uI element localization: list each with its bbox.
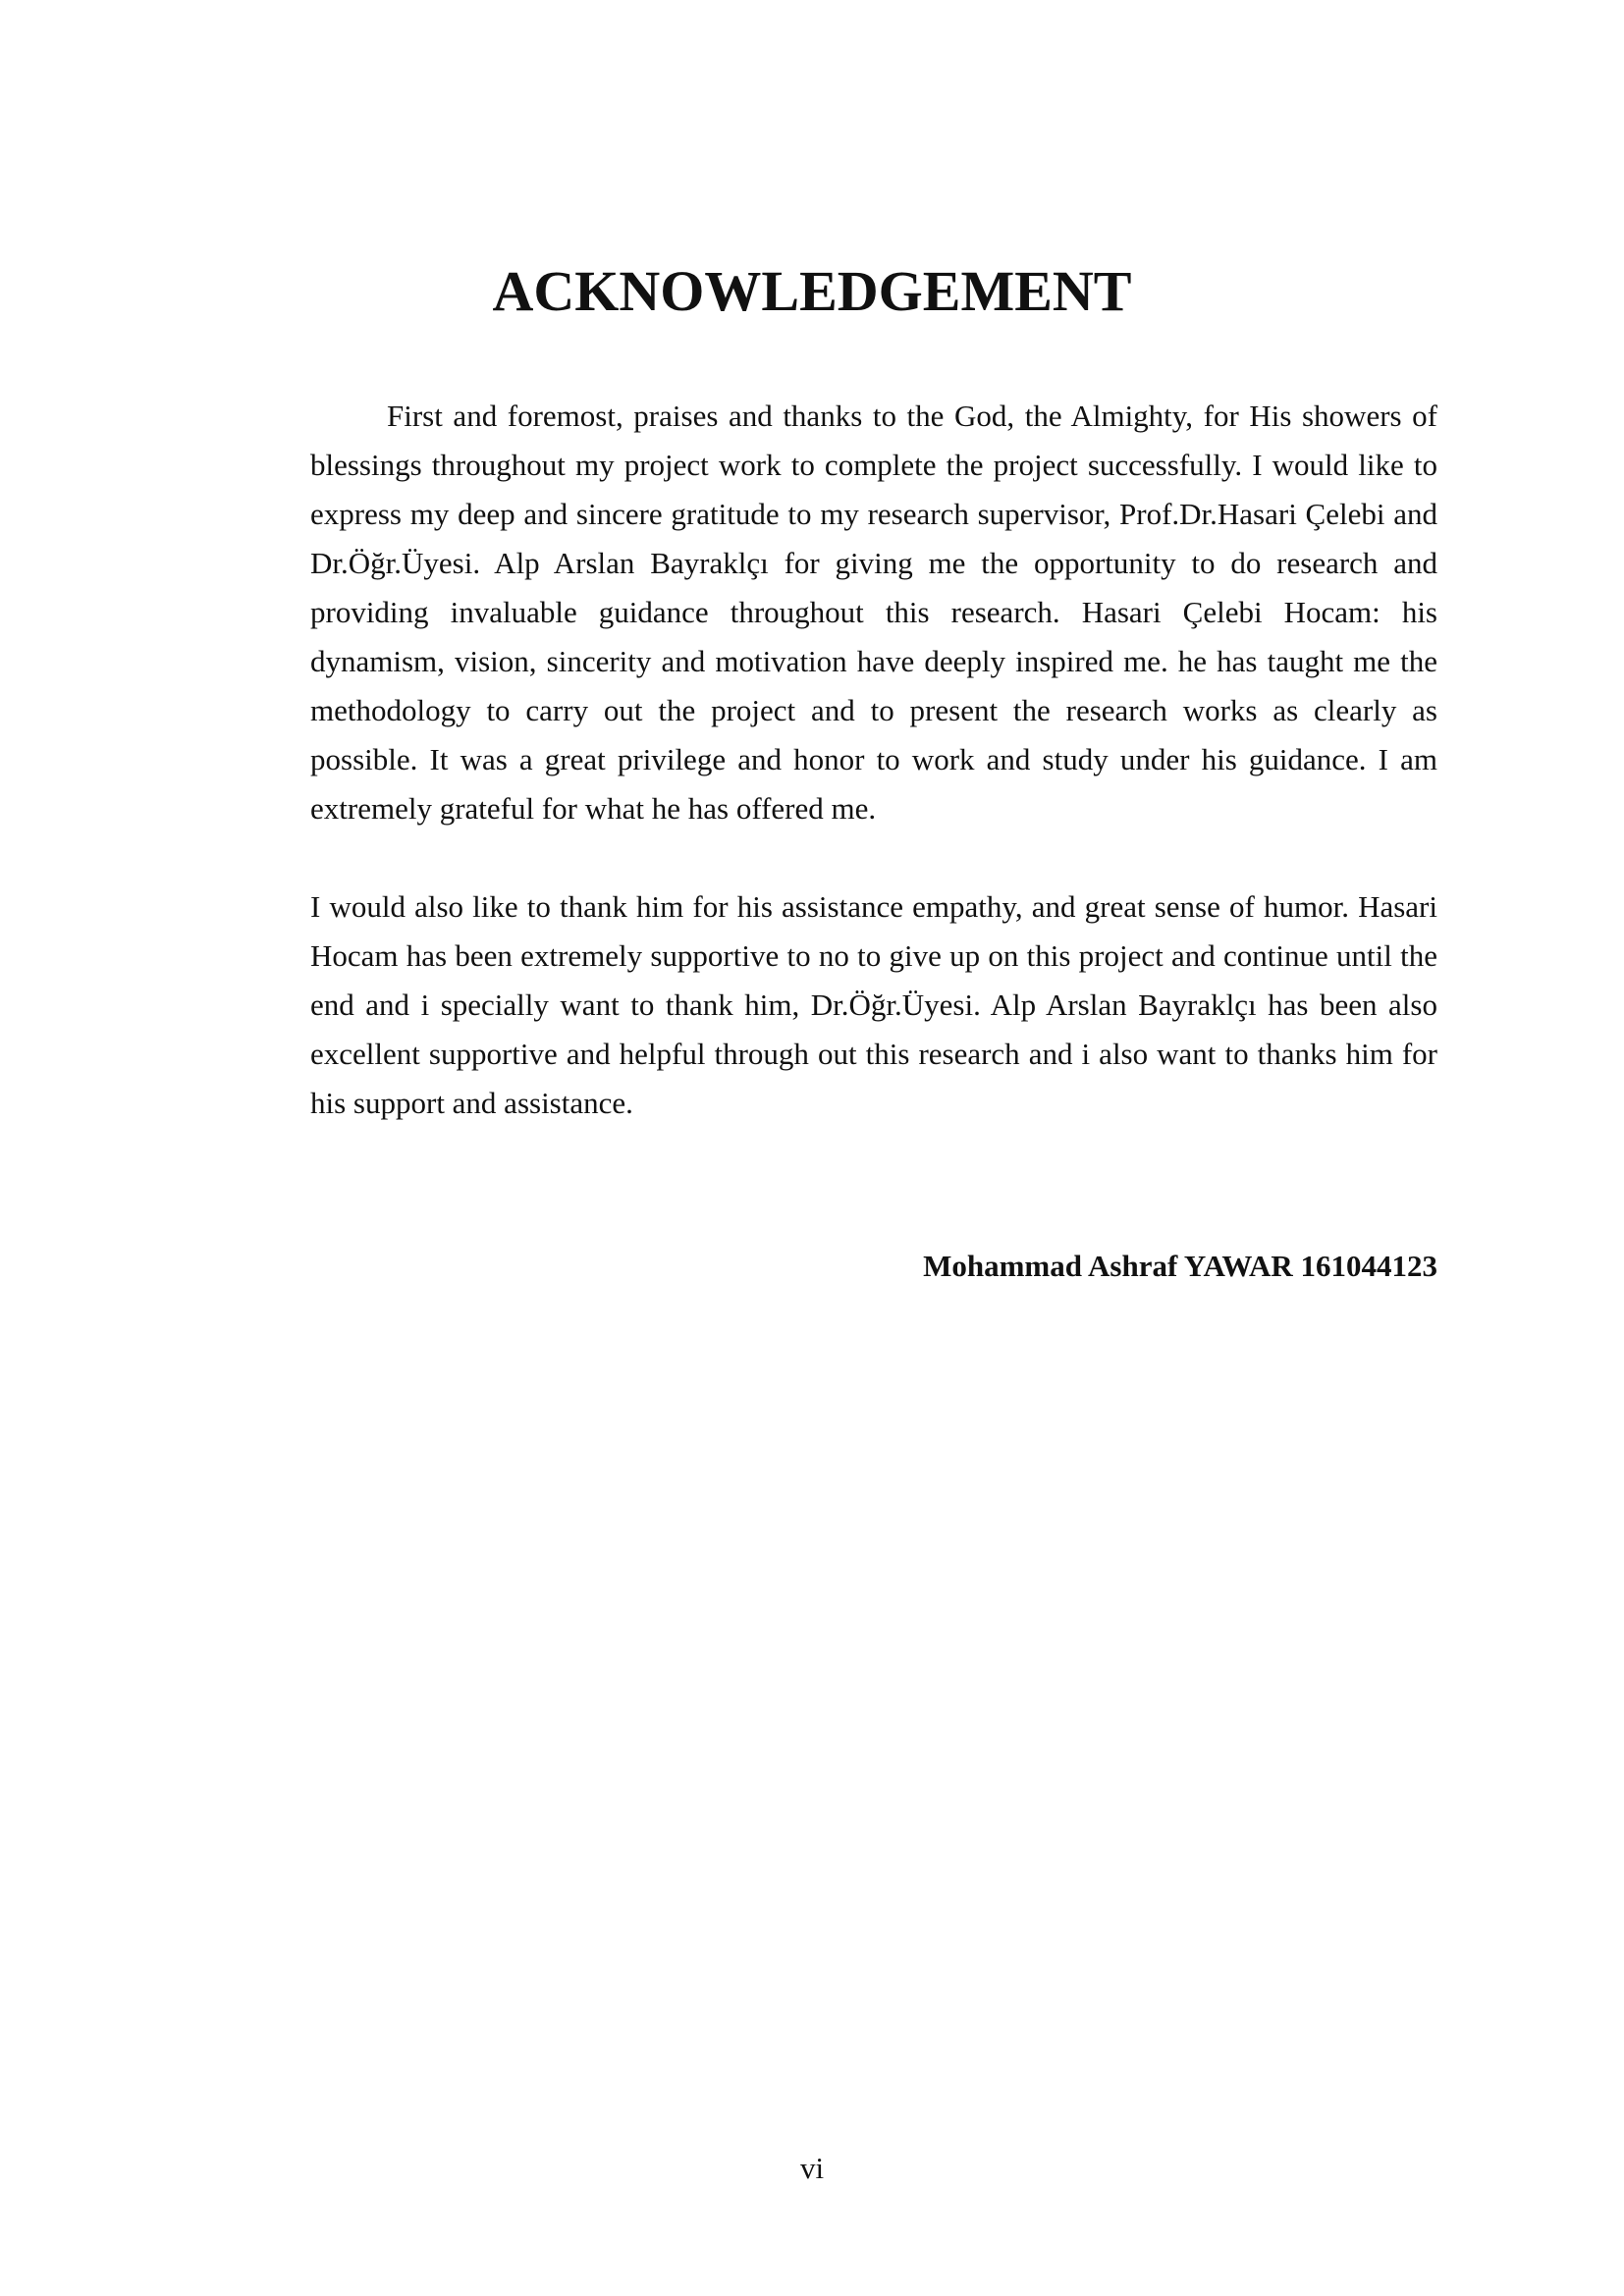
page-number: vi	[799, 2151, 825, 2185]
paragraph-2: I would also like to thank him for his assistance empathy, and great sense of humor. Hasari Hocam has been extremely supportive to no to give up on this project and continue until the end and i specially want to thank him, Dr.Öğr.Üyesi. Alp Arslan Bayraklçı has been also excellent supportive and helpful through out this research and i also want to thanks him for his support and assistance.	[310, 889, 1437, 1120]
author-signature: Mohammad Ashraf YAWAR 161044123	[923, 1249, 1437, 1283]
paragraph-1: First and foremost, praises and thanks to the God, the Almighty, for His showers of blessings throughout my project work to complete the project successfully. I would like to express my deep and sincere gratitude to my research supervisor, Prof.Dr.Hasari Çelebi and Dr.Öğr.Üyesi. Alp Arslan Bayraklçı for giving me the opportunity to do research and providing invaluable guidance throughout this research. Hasari Çelebi Hocam: his dynamism, vision, sincerity and motivation have deeply inspired me. he has taught me the methodology to carry out the project and to present the research works as clearly as possible. It was a great privilege and honor to work and study under his guidance. I am extremely grateful for what he has offered me.	[310, 399, 1437, 826]
page-title: ACKNOWLEDGEMENT	[492, 259, 1132, 323]
